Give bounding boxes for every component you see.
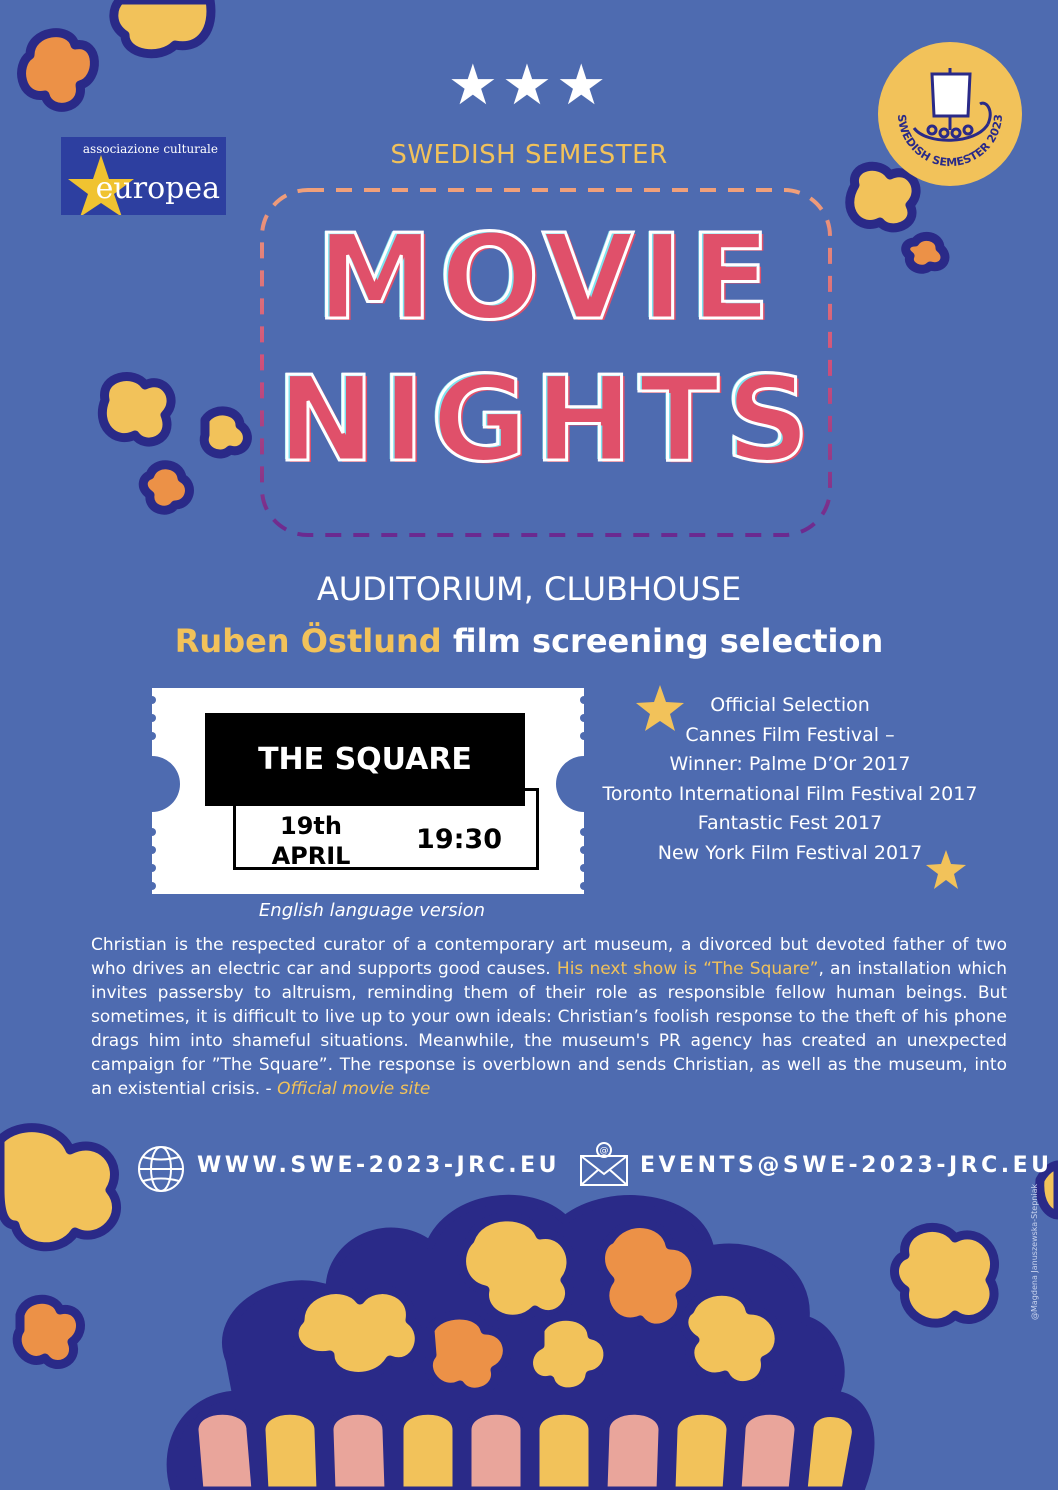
director-name: Ruben Östlund (174, 622, 442, 660)
awards-list (585, 691, 995, 868)
artist-credit: @Magdena Januszewska-Stepniak (1030, 1183, 1039, 1320)
badge-text: SWEDISH SEMESTER 2023 (894, 113, 1006, 170)
svg-text:@: @ (599, 1146, 609, 1156)
globe-icon (136, 1144, 186, 1194)
synopsis-part2: , an installation which invites passersby to altruism, reminding them of their role as responsible fellow human beings. But sometimes, it is difficult to live up to your own ideals: Christian’s foolish response to the theft of his phone drags him into shameful situations. Meanwhile, the museum's PR agency has created an unexpected campaign for ”The Square”. The response is overblown and sends Christian, as well as the museum, into an existential crisis. - (91, 959, 1008, 1099)
ticket-film-title: THE SQUARE (205, 713, 525, 806)
header-stars: ★★★ (447, 53, 611, 118)
ticket-day: 19th (280, 812, 342, 840)
award-item: New York Film Festival 2017 (657, 841, 923, 864)
association-line1: associazione culturale (82, 142, 218, 156)
official-site-link[interactable]: Official movie site (277, 1079, 431, 1099)
award-item: Toronto International Film Festival 2017 (602, 782, 978, 805)
title-line-1: MOVIE (315, 208, 777, 346)
award-item: Cannes Film Festival – (685, 723, 895, 746)
event-location: AUDITORIUM, CLUBHOUSE (316, 570, 742, 608)
website-link[interactable]: WWW.SWE-2023-JRC.EU (197, 1153, 561, 1178)
email-link[interactable]: EVENTS@SWE-2023-JRC.EU (640, 1153, 1053, 1178)
synopsis (91, 933, 1007, 1101)
synopsis-part1: Christian is the respected curator of a contemporary art museum, a divorced but devoted father of two who drives an electric car and supports good causes. (91, 935, 1007, 979)
ticket-date (256, 811, 366, 871)
ticket-time: 19:30 (416, 824, 502, 855)
award-item: Winner: Palme D’Or 2017 (669, 753, 911, 775)
language-note: English language version (258, 900, 486, 921)
title-line-2: NIGHTS (276, 350, 816, 488)
award-item: Official Selection (710, 694, 870, 716)
header-subtitle: SWEDISH SEMESTER (390, 140, 668, 170)
selection-heading (0, 622, 1058, 660)
synopsis-highlight: His next show is “The Square” (556, 959, 819, 979)
email-icon (578, 1140, 630, 1188)
ticket-month: APRIL (271, 842, 351, 870)
association-line2: europea (95, 171, 220, 206)
award-item: Fantastic Fest 2017 (697, 812, 883, 834)
selection-suffix: film screening selection (441, 622, 884, 660)
